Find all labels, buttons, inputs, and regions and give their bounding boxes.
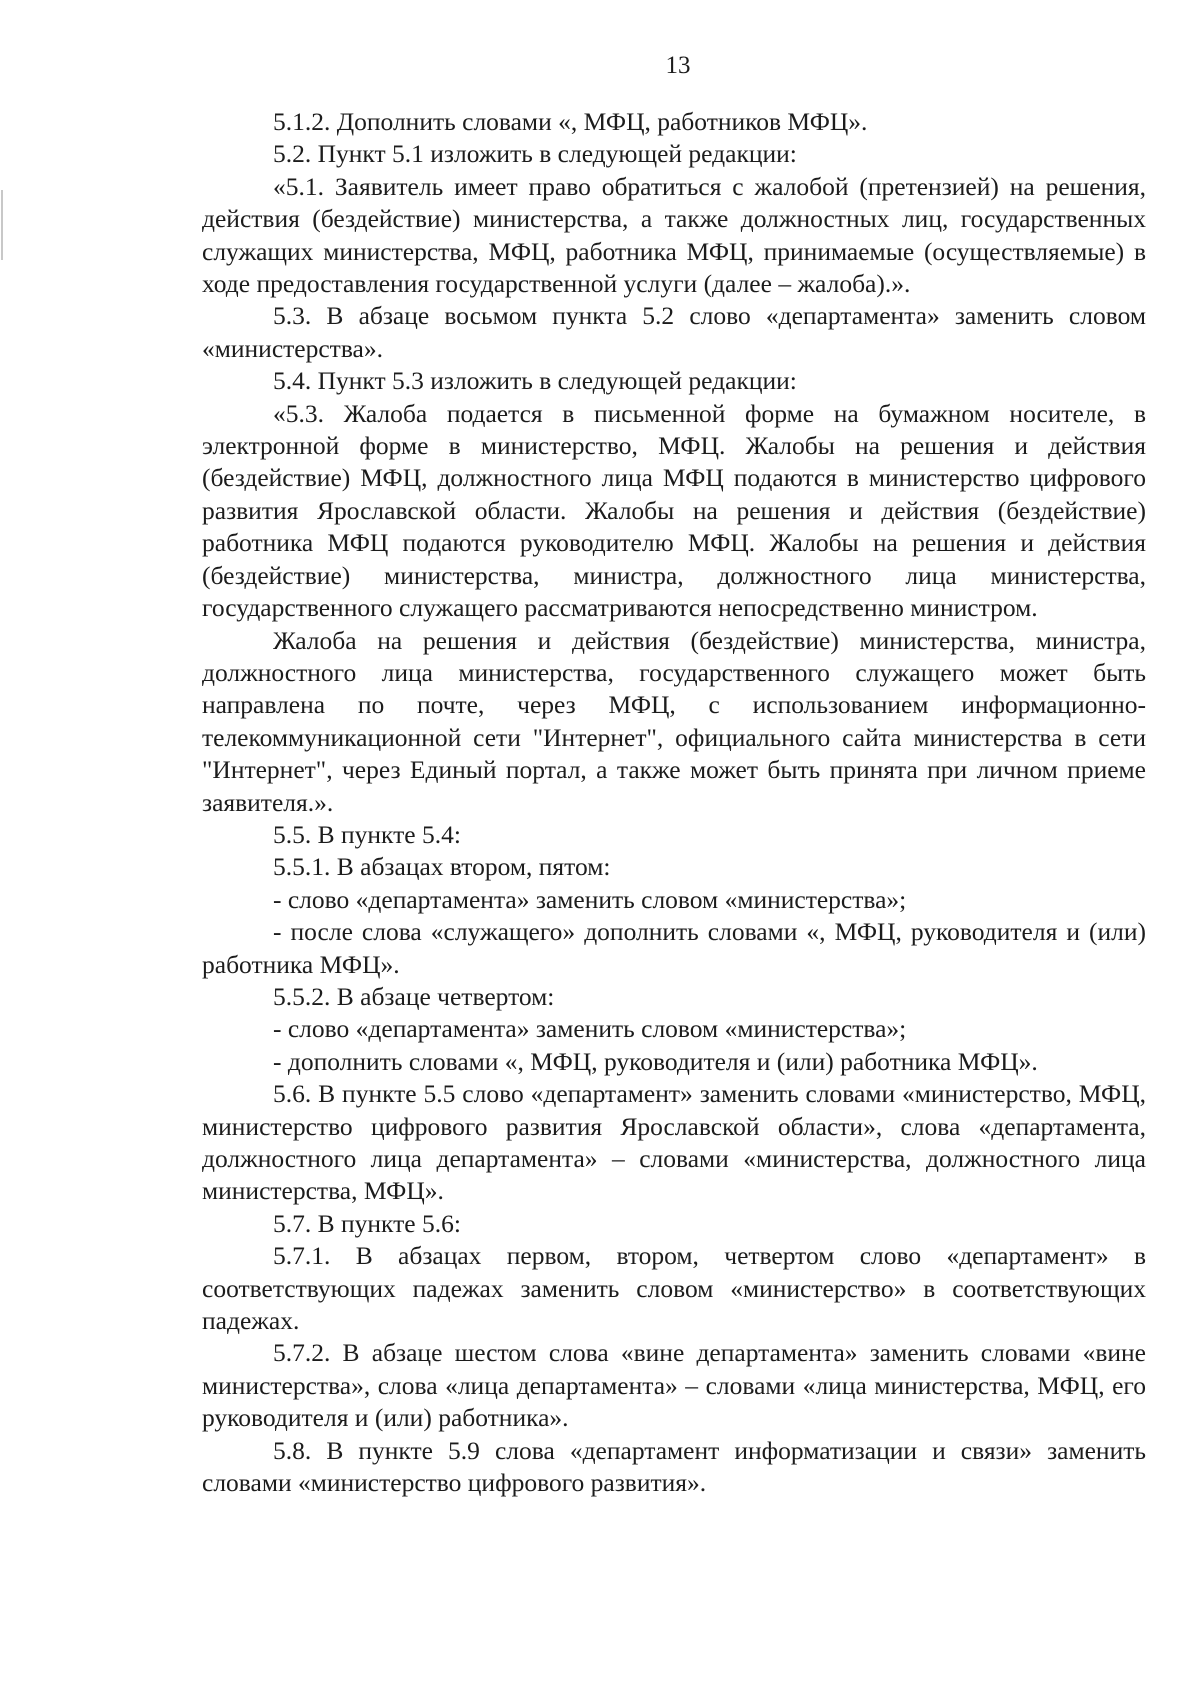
paragraph-complaint-channels: Жалоба на решения и действия (бездействие) министерства, министра, должностного лица министерства, государственного служащего может быть направлена по почте, через МФЦ, с использованием информационно-телекоммуникационной сети "Интернет", официального сайта министерства в сети "Интернет", через Единый портал, а также может быть принята при личном приеме заявителя.». [202, 625, 1146, 817]
paragraph-5-5-1: 5.5.1. В абзацах втором, пятом: [273, 852, 611, 882]
paragraph-5-4: 5.4. Пункт 5.3 изложить в следующей редакции: [273, 366, 797, 396]
list-item: - после слова «служащего» дополнить словами «, МФЦ, руководителя и (или) работника МФЦ». [202, 917, 1146, 979]
paragraph-5-1-quote: «5.1. Заявитель имеет право обратиться с жалобой (претензией) на решения, действия (бездействие) министерства, а также должностных лиц, государственных служащих министерства, МФЦ, работника МФЦ, принимаемые (осуществляемые) в ходе предоставления государственной услуги (далее – жалоба).». [202, 171, 1146, 299]
paragraph-5-7: 5.7. В пункте 5.6: [273, 1208, 461, 1238]
paragraph-5-5: 5.5. В пункте 5.4: [273, 819, 461, 849]
paragraph-5-3: 5.3. В абзаце восьмом пункта 5.2 слово «департамента» заменить словом «министерства». [202, 301, 1146, 363]
paragraph-5-2: 5.2. Пункт 5.1 изложить в следующей редакции: [273, 139, 797, 169]
page-number: 13 [665, 52, 691, 79]
paragraph-5-3-quote: «5.3. Жалоба подается в письменной форме на бумажном носителе, в электронной форме в министерство, МФЦ. Жалобы на решения и действия (бездействие) МФЦ, должностного лица МФЦ подаются в министерство цифрового развития Ярославской области. Жалобы на решения и действия (бездействие) работника МФЦ подаются руководителю МФЦ. Жалобы на решения и действия (бездействие) министерства, министра, должностного лица министерства, государственного служащего рассматриваются непосредственно министром. [202, 398, 1146, 623]
paragraph-5-1-2: 5.1.2. Дополнить словами «, МФЦ, работников МФЦ». [273, 107, 868, 136]
paragraph-5-8: 5.8. В пункте 5.9 слова «департамент информатизации и связи» заменить словами «министерство цифрового развития». [202, 1435, 1146, 1498]
paragraph-5-5-2: 5.5.2. В абзаце четвертом: [273, 981, 555, 1011]
list-item: - слово «департамента» заменить словом «министерства»; [273, 1014, 907, 1044]
paragraph-5-6: 5.6. В пункте 5.5 слово «департамент» заменить словами «министерство, МФЦ, министерство цифрового развития Ярославской области», слова «департамента, должностного лица департамента» – словами «министерства, должностного лица министерства, МФЦ». [202, 1079, 1146, 1206]
paragraph-5-7-2: 5.7.2. В абзаце шестом слова «вине департамента» заменить словами «вине министерства», слова «лица департамента» – словами «лица министерства, МФЦ, его руководителя и (или) работника». [202, 1338, 1146, 1433]
document-body [202, 106, 1146, 1499]
paragraph-5-7-1: 5.7.1. В абзацах первом, втором, четвертом слово «департамент» в соответствующих падежах заменить словом «министерство» в соответствующих падежах. [202, 1241, 1146, 1336]
list-item: - слово «департамента» заменить словом «министерства»; [273, 884, 907, 914]
scan-edge-mark [1, 190, 3, 260]
list-item: - дополнить словами «, МФЦ, руководителя и (или) работника МФЦ». [273, 1046, 1038, 1076]
